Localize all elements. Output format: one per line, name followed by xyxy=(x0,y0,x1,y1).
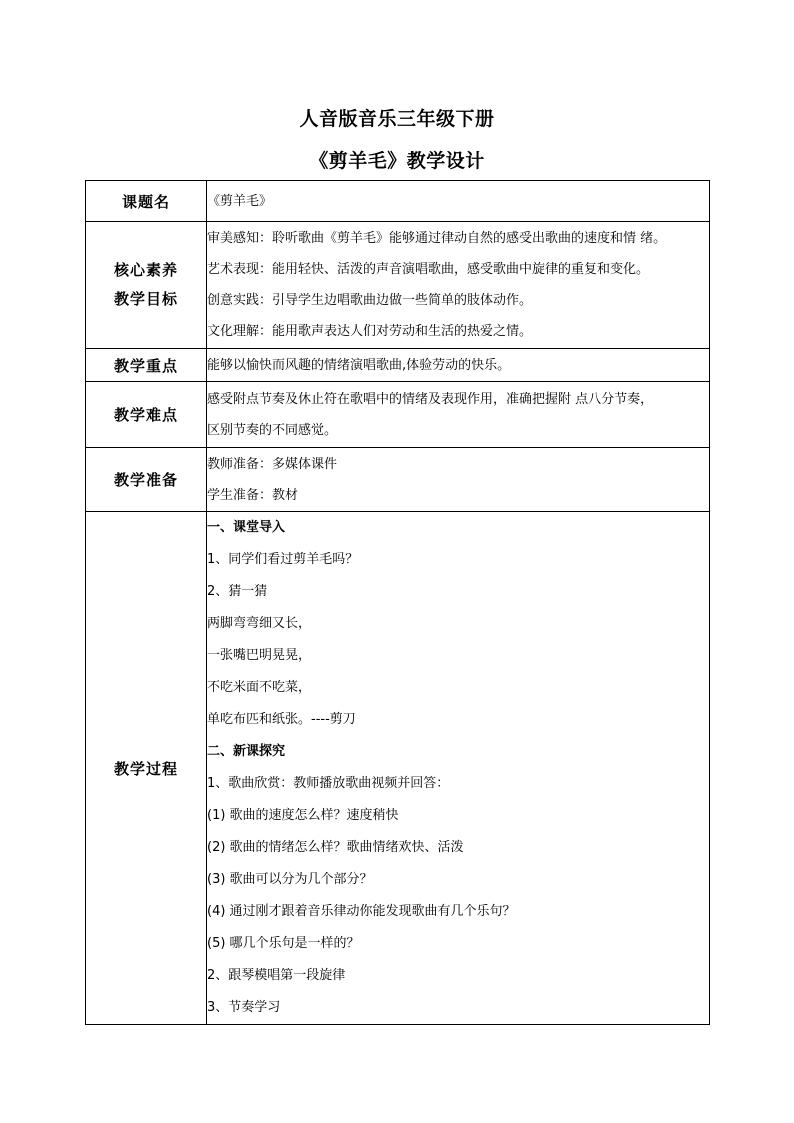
document-title: 人音版音乐三年级下册 xyxy=(299,108,495,130)
process-line: 3、节奏学习 xyxy=(207,1000,281,1015)
row-key-points xyxy=(86,349,710,382)
lesson-plan-table xyxy=(85,180,710,1025)
row-difficulties xyxy=(86,382,710,448)
document-subtitle: 《剪羊毛》教学设计 xyxy=(309,150,485,172)
key-points-label: 教学重点 xyxy=(86,349,207,382)
process-line: 2、猜一猜 xyxy=(207,584,268,599)
process-line: (2) 歌曲的情绪怎么样？歌曲情绪欢快、活泼 xyxy=(207,840,464,855)
preparation-content xyxy=(207,448,710,512)
process-line: (5) 哪几个乐句是一样的？ xyxy=(207,936,360,951)
process-line: 1、歌曲欣赏：教师播放歌曲视频并回答： xyxy=(207,776,450,791)
topic-text: 《剪羊毛》 xyxy=(207,193,273,209)
difficulty-line: 区别节奏的不同感觉。 xyxy=(207,422,338,438)
goal-aesthetic: 审美感知：聆听歌曲《剪羊毛》能够通过律动自然的感受出歌曲的速度和情 绪。 xyxy=(207,231,667,246)
process-line: 1、同学们看过剪羊毛吗？ xyxy=(207,552,359,567)
goals-label-line1: 核心素养 xyxy=(113,261,178,279)
process-line: (4) 通过刚才跟着音乐律动你能发现歌曲有几个乐句？ xyxy=(207,904,516,919)
process-line: 不吃米面不吃菜， xyxy=(207,680,312,695)
row-topic xyxy=(86,181,710,222)
goals-label-line2: 教学目标 xyxy=(113,290,178,308)
goals-label xyxy=(86,222,207,349)
goal-expression: 艺术表现：能用轻快、活泼的声音演唱歌曲，感受歌曲中旋律的重复和变化。 xyxy=(207,262,650,277)
goal-culture: 文化理解：能用歌声表达人们对劳动和生活的热爱之情。 xyxy=(207,324,533,339)
goals-content xyxy=(207,222,710,349)
process-content xyxy=(207,512,710,1025)
process-line: 两脚弯弯细又长， xyxy=(207,616,312,631)
process-line: 一张嘴巴明晃晃， xyxy=(207,648,312,663)
process-label: 教学过程 xyxy=(86,512,207,1025)
process-line: 2、跟琴模唱第一段旋律 xyxy=(207,968,346,983)
process-line: 单吃布匹和纸张。----剪刀 xyxy=(207,712,356,727)
row-preparation xyxy=(86,448,710,512)
key-points-content xyxy=(207,349,710,382)
row-goals xyxy=(86,222,710,349)
process-section-heading: 二、新课探究 xyxy=(207,744,286,759)
process-section-heading: 一、课堂导入 xyxy=(207,520,286,535)
preparation-teacher: 教师准备：多媒体课件 xyxy=(207,456,338,472)
goal-creativity: 创意实践：引导学生边唱歌曲边做一些简单的肢体动作。 xyxy=(207,293,533,308)
difficulties-label: 教学难点 xyxy=(86,382,207,448)
row-process xyxy=(86,512,710,1025)
preparation-label: 教学准备 xyxy=(86,448,207,512)
key-points-text: 能够以愉快而风趣的情绪演唱歌曲,体验劳动的快乐。 xyxy=(207,357,511,373)
process-line: (3) 歌曲可以分为几个部分？ xyxy=(207,872,373,887)
process-line: (1) 歌曲的速度怎么样？速度稍快 xyxy=(207,808,399,823)
topic-value xyxy=(207,181,710,222)
topic-label: 课题名 xyxy=(86,181,207,222)
difficulties-content xyxy=(207,382,710,448)
difficulty-line: 感受附点节奏及休止符在歌唱中的情绪及表现作用，准确把握附 点八分节奏， xyxy=(207,391,654,407)
preparation-student: 学生准备：教材 xyxy=(207,487,299,503)
